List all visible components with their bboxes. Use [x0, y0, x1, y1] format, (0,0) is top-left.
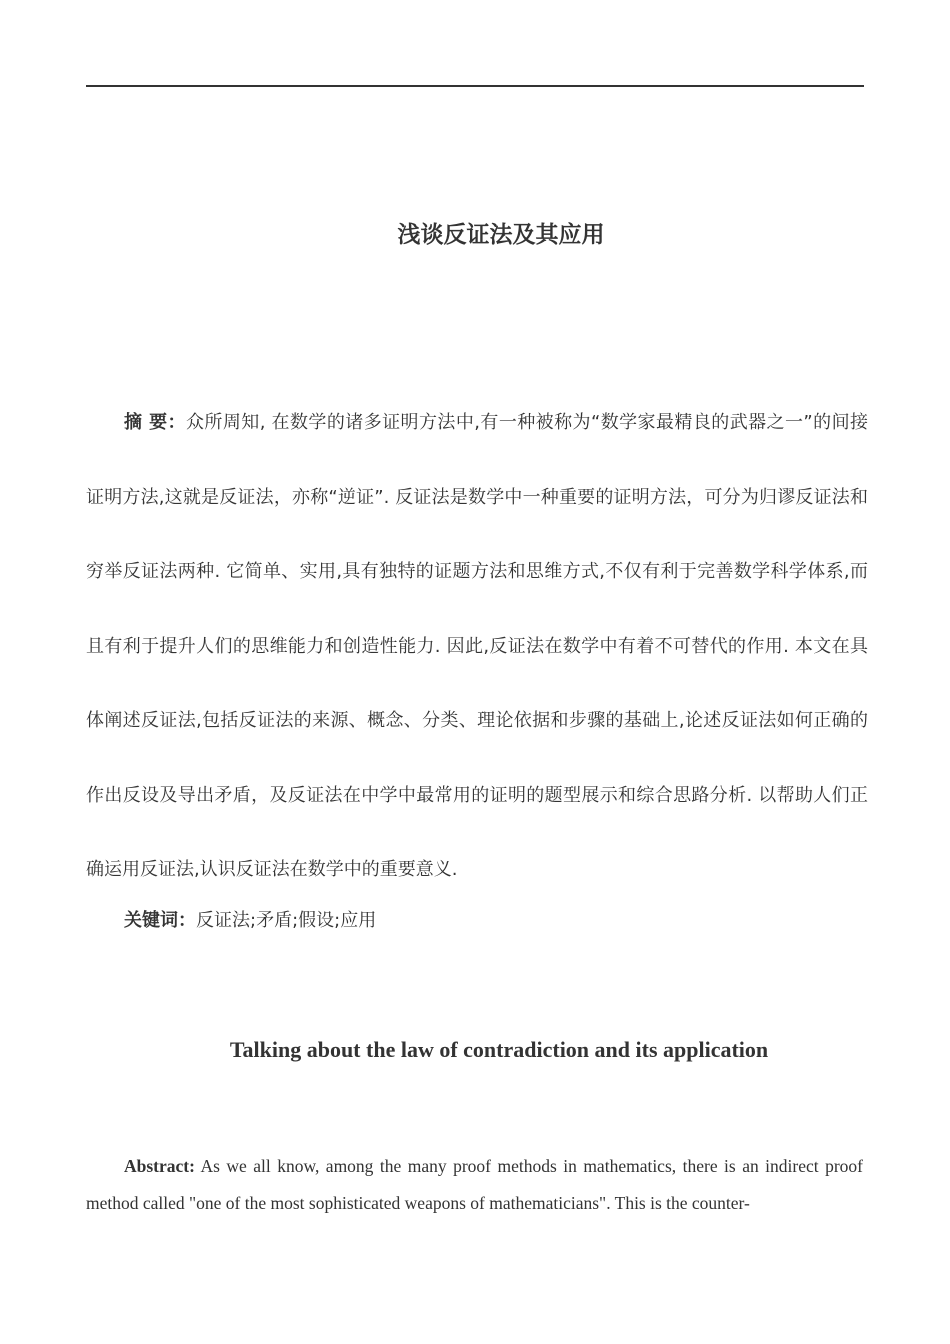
- abstract-label-chinese: 摘 要：: [124, 412, 186, 433]
- paper-title-english: Talking about the law of contradiction and its application: [229, 1037, 769, 1062]
- keywords-chinese: [124, 906, 376, 936]
- keywords-label-chinese: 关键词：: [124, 910, 196, 931]
- abstract-chinese: [86, 386, 868, 908]
- header-rule: [86, 85, 864, 87]
- paper-title-chinese: 浅谈反证法及其应用: [397, 222, 605, 248]
- keywords-body-chinese: 反证法;矛盾;假设;应用: [196, 910, 377, 931]
- abstract-english: [86, 1148, 863, 1221]
- abstract-body-english: As we all know, among the many proof methods in mathematics, there is an indirect proof method called "one of the most sophisticated weapons of mathematicians". This is the counter-: [86, 1156, 863, 1213]
- abstract-body-chinese: 众所周知, 在数学的诸多证明方法中,有一种被称为“数学家最精良的武器之一”的间接证明方法,这就是反证法，亦称“逆证”. 反证法是数学中一种重要的证明方法，可分为归谬反证法和穷举反证法两种. 它简单、实用,具有独特的证题方法和思维方式,不仅有利于完善数学科学体系,而且有利于提升人们的思维能力和创造性能力. 因此,反证法在数学中有着不可替代的作用. 本文在具体阐述反证法,包括反证法的来源、概念、分类、理论依据和步骤的基础上,论述反证法如何正确的作出反设及导出矛盾，及反证法在中学中最常用的证明的题型展示和综合思路分析. 以帮助人们正确运用反证法,认识反证法在数学中的重要意义.: [86, 412, 868, 880]
- abstract-label-english: Abstract:: [124, 1156, 195, 1176]
